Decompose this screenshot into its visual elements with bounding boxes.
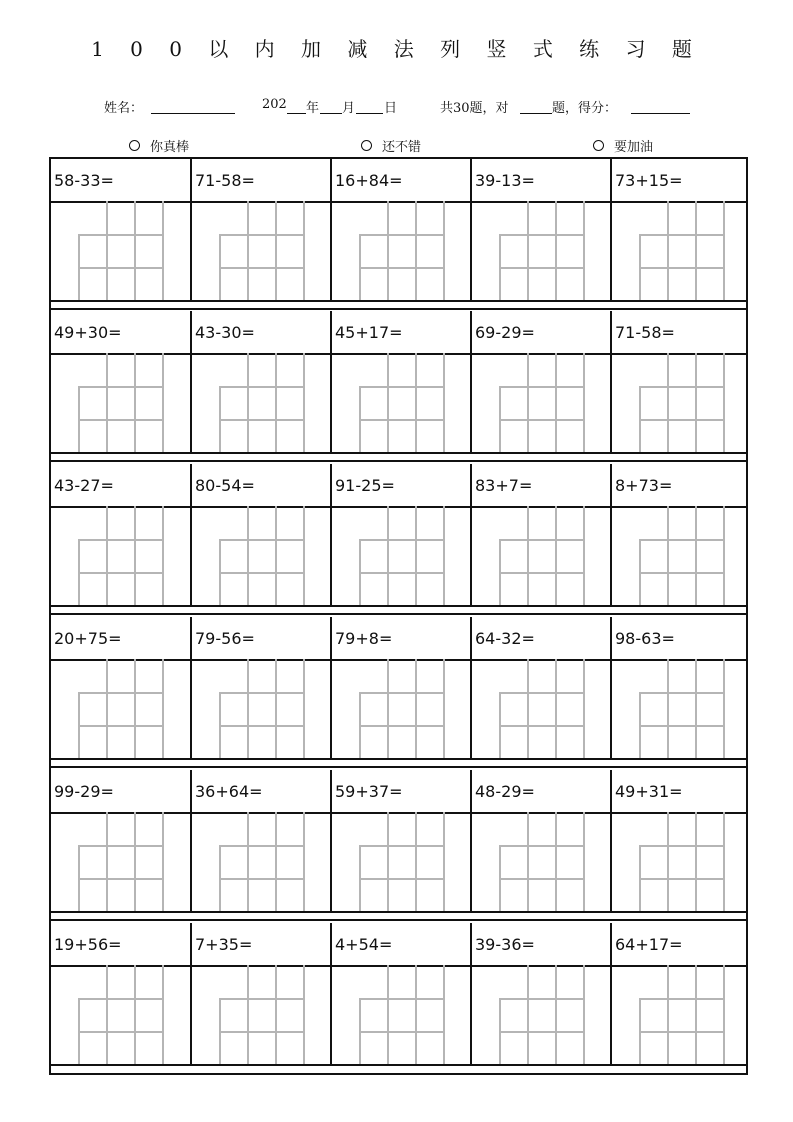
grid-line [443, 201, 445, 300]
grid-line [415, 506, 417, 605]
grid-line [667, 353, 669, 452]
block-separator [51, 911, 746, 913]
grid-line [78, 267, 162, 269]
problem-cell [610, 159, 745, 300]
grid-line [583, 965, 585, 1064]
answer-grid[interactable] [499, 965, 583, 1064]
answer-grid[interactable] [359, 506, 443, 605]
problem-text: 99-29= [54, 782, 114, 801]
grid-line [667, 812, 669, 911]
problem-text: 16+84= [335, 171, 403, 190]
grid-line [387, 353, 389, 452]
answer-grid[interactable] [499, 353, 583, 452]
grid-line [639, 539, 723, 541]
block-separator [51, 613, 746, 615]
grid-line [219, 725, 303, 727]
grid-line [583, 506, 585, 605]
grid-line [527, 659, 529, 758]
grid-line [359, 998, 443, 1000]
grid-line [106, 201, 108, 300]
grid-line [78, 878, 162, 880]
grid-line [555, 353, 557, 452]
answer-grid[interactable] [78, 965, 162, 1064]
day-field[interactable] [356, 99, 383, 114]
worksheet-grid [49, 157, 748, 1075]
grid-line [639, 692, 723, 694]
problem-text: 91-25= [335, 476, 395, 495]
grid-line [134, 812, 136, 911]
block-separator [51, 766, 746, 768]
answer-grid[interactable] [499, 812, 583, 911]
grid-line [219, 539, 303, 541]
problem-text: 73+15= [615, 171, 683, 190]
grid-line [78, 419, 162, 421]
problem-cell [470, 923, 610, 1064]
problem-text: 59+37= [335, 782, 403, 801]
grid-line [303, 201, 305, 300]
grid-line [723, 965, 725, 1064]
grid-line [499, 539, 583, 541]
grid-line [359, 878, 443, 880]
answer-grid[interactable] [78, 812, 162, 911]
problem-text: 58-33= [54, 171, 114, 190]
grid-line [555, 659, 557, 758]
grid-line [78, 998, 162, 1000]
grid-line [247, 201, 249, 300]
problem-cell [51, 770, 191, 911]
grid-line [387, 659, 389, 758]
correct-field[interactable] [520, 99, 552, 114]
problem-cell [610, 464, 745, 605]
problem-text: 69-29= [475, 323, 535, 342]
grid-line [162, 659, 164, 758]
grid-line [219, 386, 303, 388]
problem-text: 48-29= [475, 782, 535, 801]
grid-line [275, 506, 277, 605]
grid-line [667, 506, 669, 605]
grid-line [723, 506, 725, 605]
grid-line [443, 506, 445, 605]
year-field[interactable] [287, 99, 306, 114]
problem-text: 39-36= [475, 935, 535, 954]
problem-text: 64+17= [615, 935, 683, 954]
grid-line [106, 965, 108, 1064]
grid-line [527, 965, 529, 1064]
problem-cell [51, 923, 191, 1064]
radio-circle-icon[interactable] [593, 140, 604, 151]
problem-text: 36+64= [195, 782, 263, 801]
grid-line [162, 353, 164, 452]
score-field[interactable] [631, 99, 690, 114]
radio-circle-icon[interactable] [129, 140, 140, 151]
answer-grid[interactable] [78, 201, 162, 300]
grid-line [359, 539, 443, 541]
problem-row [51, 923, 746, 1064]
total-label: 共30题，对 [440, 101, 509, 116]
grid-line [387, 812, 389, 911]
grid-line [359, 419, 443, 421]
grid-line [499, 386, 583, 388]
problem-cell [51, 464, 191, 605]
answer-grid[interactable] [78, 353, 162, 452]
grid-line [219, 419, 303, 421]
grid-line [387, 201, 389, 300]
grid-line [499, 725, 583, 727]
grid-line [219, 692, 303, 694]
grid-line [723, 201, 725, 300]
grid-line [78, 234, 162, 236]
answer-grid[interactable] [359, 965, 443, 1064]
grid-line [639, 878, 723, 880]
grid-line [359, 1031, 443, 1033]
grid-line [219, 234, 303, 236]
problem-text: 4+54= [335, 935, 393, 954]
problem-text: 79-56= [195, 629, 255, 648]
problem-cell [330, 464, 470, 605]
problem-cell [190, 770, 330, 911]
grid-line [499, 419, 583, 421]
grid-line [639, 998, 723, 1000]
grid-line [219, 998, 303, 1000]
grid-line [667, 965, 669, 1064]
problem-cell [470, 770, 610, 911]
grid-line [303, 353, 305, 452]
answer-grid[interactable] [359, 659, 443, 758]
grid-line [499, 845, 583, 847]
problem-cell [51, 311, 191, 452]
problem-row [51, 617, 746, 758]
grid-line [443, 659, 445, 758]
grid-line [247, 353, 249, 452]
problem-text: 64-32= [475, 629, 535, 648]
grid-line [275, 812, 277, 911]
grid-line [415, 659, 417, 758]
rating-label: 还不错 [382, 140, 422, 155]
problem-cell [330, 770, 470, 911]
problem-row [51, 770, 746, 911]
grid-line [639, 386, 723, 388]
grid-line [78, 1031, 162, 1033]
grid-line [415, 201, 417, 300]
grid-line [695, 353, 697, 452]
grid-line [247, 965, 249, 1064]
grid-line [219, 1031, 303, 1033]
problem-cell [330, 159, 470, 300]
answer-grid[interactable] [639, 506, 723, 605]
grid-line [219, 878, 303, 880]
grid-line [359, 267, 443, 269]
answer-grid[interactable] [219, 201, 303, 300]
grid-line [499, 878, 583, 880]
grid-line [555, 506, 557, 605]
grid-line [134, 506, 136, 605]
answer-grid[interactable] [219, 506, 303, 605]
year-prefix: 202 [262, 97, 287, 112]
rating-option-3[interactable] [593, 136, 653, 155]
rating-option-1[interactable] [129, 136, 189, 155]
answer-grid[interactable] [78, 506, 162, 605]
problem-cell [610, 617, 745, 758]
grid-line [275, 201, 277, 300]
grid-line [667, 201, 669, 300]
grid-line [583, 659, 585, 758]
grid-line [499, 692, 583, 694]
grid-line [415, 965, 417, 1064]
grid-line [639, 725, 723, 727]
grid-line [247, 659, 249, 758]
grid-line [583, 812, 585, 911]
grid-line [723, 659, 725, 758]
answer-grid[interactable] [639, 353, 723, 452]
block-separator [51, 452, 746, 454]
grid-line [695, 659, 697, 758]
block-separator [51, 919, 746, 921]
grid-line [275, 965, 277, 1064]
name-field[interactable] [151, 99, 235, 114]
problem-cell [470, 464, 610, 605]
grid-line [695, 506, 697, 605]
problem-cell [190, 617, 330, 758]
answer-grid[interactable] [499, 506, 583, 605]
grid-line [106, 812, 108, 911]
grid-line [499, 572, 583, 574]
grid-line [639, 1031, 723, 1033]
name-label: 姓名： [104, 101, 144, 116]
answer-grid[interactable] [219, 812, 303, 911]
grid-line [555, 812, 557, 911]
grid-line [443, 353, 445, 452]
grid-line [583, 353, 585, 452]
grid-line [499, 1031, 583, 1033]
grid-line [387, 506, 389, 605]
grid-line [219, 267, 303, 269]
grid-line [639, 845, 723, 847]
grid-line [78, 725, 162, 727]
problem-cell [470, 311, 610, 452]
grid-line [162, 812, 164, 911]
problem-cell [470, 159, 610, 300]
grid-line [275, 353, 277, 452]
problem-text: 20+75= [54, 629, 122, 648]
grid-line [359, 234, 443, 236]
grid-line [527, 353, 529, 452]
problem-cell [190, 159, 330, 300]
problem-cell [610, 770, 745, 911]
grid-line [134, 659, 136, 758]
problem-text: 39-13= [475, 171, 535, 190]
answer-grid[interactable] [639, 201, 723, 300]
grid-line [78, 845, 162, 847]
answer-grid[interactable] [639, 965, 723, 1064]
answer-grid[interactable] [499, 659, 583, 758]
grid-line [667, 659, 669, 758]
grid-line [499, 267, 583, 269]
grid-line [134, 965, 136, 1064]
problem-cell [470, 617, 610, 758]
problem-cell [190, 464, 330, 605]
grid-line [555, 965, 557, 1064]
grid-line [527, 201, 529, 300]
problem-text: 49+30= [54, 323, 122, 342]
problem-cell [190, 311, 330, 452]
grid-line [275, 659, 277, 758]
grid-line [695, 812, 697, 911]
grid-line [695, 965, 697, 1064]
day-label: 日 [384, 101, 398, 116]
grid-line [106, 353, 108, 452]
problem-cell [610, 923, 745, 1064]
answer-grid[interactable] [499, 201, 583, 300]
grid-line [78, 692, 162, 694]
grid-line [639, 419, 723, 421]
grid-line [499, 998, 583, 1000]
answer-grid[interactable] [639, 812, 723, 911]
grid-line [219, 845, 303, 847]
grid-line [555, 201, 557, 300]
problem-row [51, 159, 746, 300]
grid-line [106, 506, 108, 605]
grid-line [162, 506, 164, 605]
year-label: 年 [306, 101, 320, 116]
grid-line [219, 572, 303, 574]
grid-line [303, 659, 305, 758]
grid-line [78, 386, 162, 388]
grid-line [359, 386, 443, 388]
block-separator [51, 308, 746, 310]
grid-line [387, 965, 389, 1064]
problem-text: 98-63= [615, 629, 675, 648]
answer-grid[interactable] [219, 659, 303, 758]
grid-line [359, 725, 443, 727]
grid-line [499, 234, 583, 236]
grid-line [527, 812, 529, 911]
problem-text: 7+35= [195, 935, 253, 954]
problem-text: 79+8= [335, 629, 393, 648]
grid-line [134, 201, 136, 300]
grid-line [162, 965, 164, 1064]
score-label: 题，得分： [552, 101, 618, 116]
rating-label: 你真棒 [150, 140, 190, 155]
block-separator [51, 1064, 746, 1066]
month-label: 月 [342, 101, 356, 116]
answer-grid[interactable] [359, 201, 443, 300]
grid-line [303, 965, 305, 1064]
grid-line [303, 812, 305, 911]
problem-text: 71-58= [195, 171, 255, 190]
problem-cell [610, 311, 745, 452]
grid-line [415, 353, 417, 452]
info-row [0, 97, 793, 117]
problem-cell [51, 159, 191, 300]
problem-text: 49+31= [615, 782, 683, 801]
problem-text: 8+73= [615, 476, 673, 495]
grid-line [134, 353, 136, 452]
problem-text: 83+7= [475, 476, 533, 495]
problem-cell [330, 311, 470, 452]
grid-line [78, 539, 162, 541]
month-field[interactable] [320, 99, 342, 114]
block-separator [51, 758, 746, 760]
radio-circle-icon[interactable] [361, 140, 372, 151]
grid-line [247, 812, 249, 911]
answer-grid[interactable] [78, 659, 162, 758]
answer-grid[interactable] [639, 659, 723, 758]
answer-grid[interactable] [219, 965, 303, 1064]
problem-row [51, 311, 746, 452]
block-separator [51, 300, 746, 302]
grid-line [527, 506, 529, 605]
problem-cell [190, 923, 330, 1064]
grid-line [639, 234, 723, 236]
grid-line [443, 812, 445, 911]
answer-grid[interactable] [219, 353, 303, 452]
grid-line [247, 506, 249, 605]
answer-grid[interactable] [359, 353, 443, 452]
problem-cell [330, 923, 470, 1064]
block-separator [51, 605, 746, 607]
grid-line [303, 506, 305, 605]
grid-line [359, 692, 443, 694]
grid-line [162, 201, 164, 300]
problem-text: 43-27= [54, 476, 114, 495]
grid-line [639, 572, 723, 574]
problem-text: 71-58= [615, 323, 675, 342]
grid-line [359, 845, 443, 847]
problem-text: 43-30= [195, 323, 255, 342]
grid-line [415, 812, 417, 911]
answer-grid[interactable] [359, 812, 443, 911]
grid-line [723, 812, 725, 911]
problem-row [51, 464, 746, 605]
page-title: 1 0 0 以 内 加 减 法 列 竖 式 练 习 题 [91, 37, 702, 61]
grid-line [106, 659, 108, 758]
block-separator [51, 460, 746, 462]
grid-line [723, 353, 725, 452]
grid-line [359, 572, 443, 574]
problem-text: 45+17= [335, 323, 403, 342]
grid-line [443, 965, 445, 1064]
grid-line [583, 201, 585, 300]
rating-option-2[interactable] [361, 136, 421, 155]
grid-line [639, 267, 723, 269]
grid-line [78, 572, 162, 574]
rating-label: 要加油 [614, 140, 654, 155]
problem-text: 80-54= [195, 476, 255, 495]
problem-cell [330, 617, 470, 758]
problem-cell [51, 617, 191, 758]
problem-text: 19+56= [54, 935, 122, 954]
rating-row [0, 136, 793, 154]
grid-line [695, 201, 697, 300]
